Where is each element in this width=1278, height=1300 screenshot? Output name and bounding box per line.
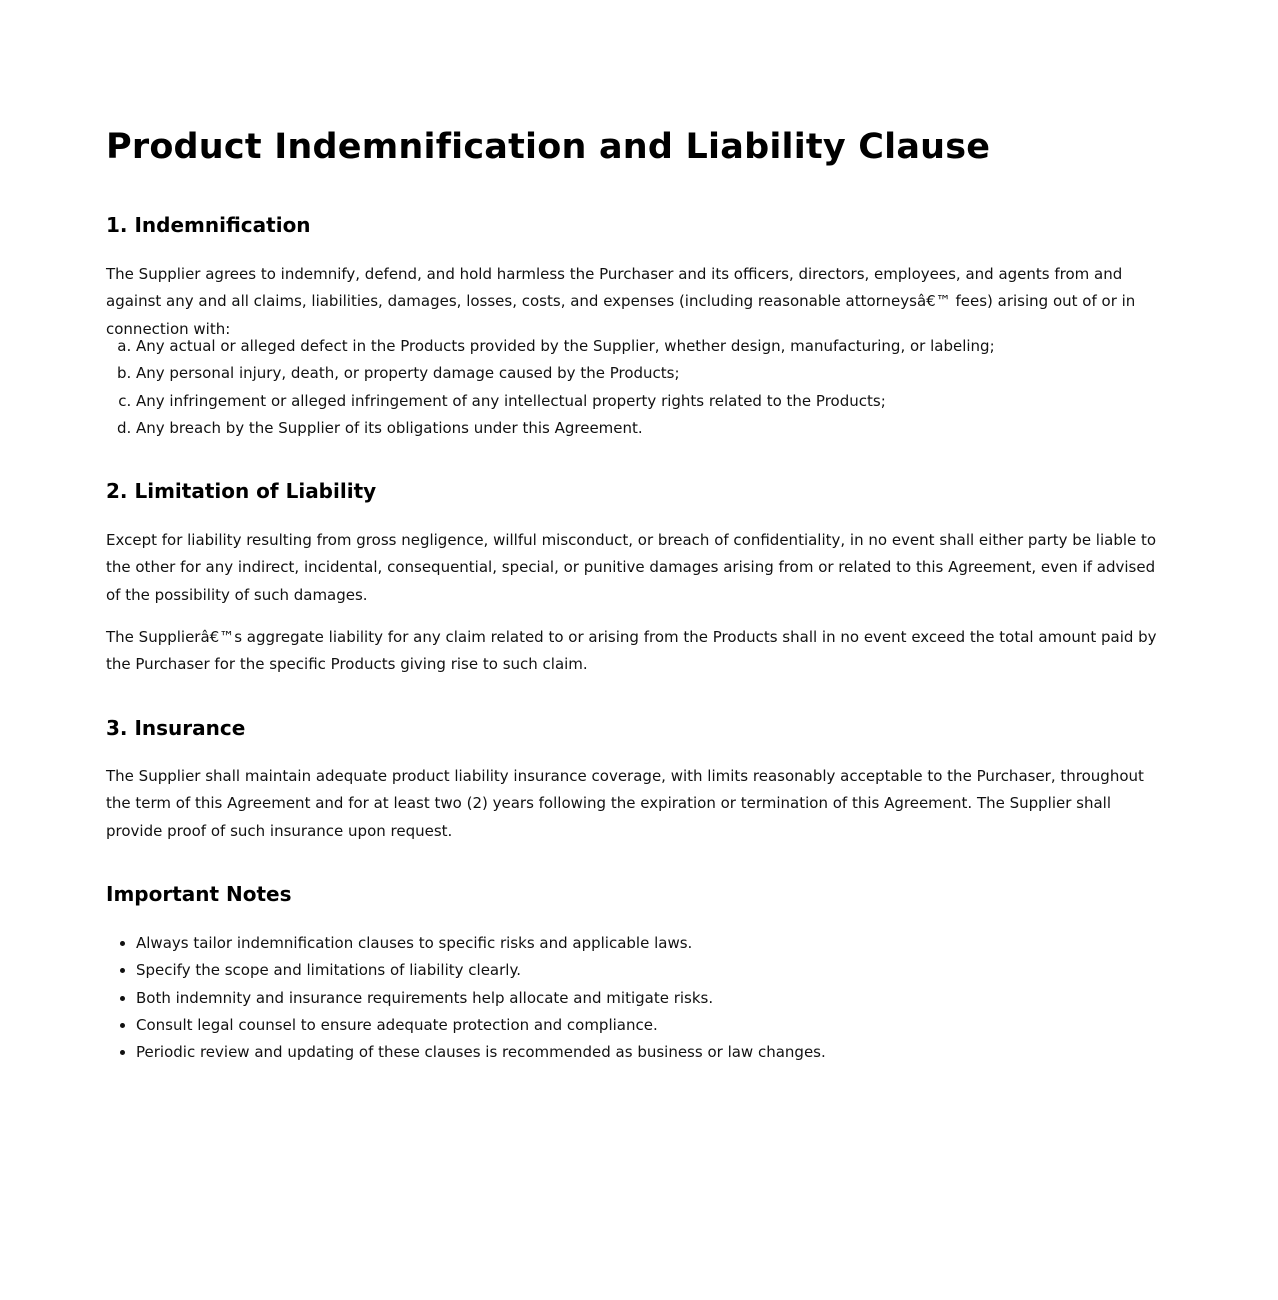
notes-heading: Important Notes xyxy=(106,882,292,906)
notes-list xyxy=(106,930,1170,1066)
list-item: • Periodic review and updating of these clauses is recommended as business or law changes. xyxy=(136,1039,1170,1066)
list-item: • Specify the scope and limitations of liability clearly. xyxy=(136,957,1170,984)
liability-paragraph-2: The Supplierâ€™s aggregate liability for any claim related to or arising from the Products shall in no event exceed the total amount paid by the Purchaser for the specific Products giving rise to such claim. xyxy=(106,628,1157,674)
indemnification-intro: The Supplier agrees to indemnify, defend, and hold harmless the Purchaser and its officers, directors, employees, and agents from and against any and all claims, liabilities, damages, losses, costs, and expenses (including reasonable attorneysâ€™ fees) arising out of or in connection with: xyxy=(106,265,1136,338)
list-item: c. Any infringement or alleged infringement of any intellectual property rights related to the Products; xyxy=(136,388,1170,415)
section-heading-limitation-of-liability: 2. Limitation of Liability xyxy=(106,479,377,503)
list-item: a. Any actual or alleged defect in the Products provided by the Supplier, whether design, manufacturing, or labeling; xyxy=(136,333,1170,360)
section-heading-indemnification: 1. Indemnification xyxy=(106,213,311,237)
list-item: • Both indemnity and insurance requirements help allocate and mitigate risks. xyxy=(136,985,1170,1012)
list-item: • Always tailor indemnification clauses to specific risks and applicable laws. xyxy=(136,930,1170,957)
list-item: d. Any breach by the Supplier of its obligations under this Agreement. xyxy=(136,415,1170,442)
list-item: b. Any personal injury, death, or property damage caused by the Products; xyxy=(136,360,1170,387)
section-heading-insurance: 3. Insurance xyxy=(106,716,246,740)
indemnification-list xyxy=(106,333,1170,442)
page-title: Product Indemnification and Liability Clause xyxy=(106,127,991,167)
list-item: • Consult legal counsel to ensure adequate protection and compliance. xyxy=(136,1012,1170,1039)
liability-paragraph-1: Except for liability resulting from gross negligence, willful misconduct, or breach of confidentiality, in no event shall either party be liable to the other for any indirect, incidental, consequential, special, or punitive damages arising from or related to this Agreement, even if advised of the possibility of such damages. xyxy=(106,531,1157,604)
insurance-paragraph: The Supplier shall maintain adequate product liability insurance coverage, with limits reasonably acceptable to the Purchaser, throughout the term of this Agreement and for at least two (2) years following the expiration or termination of this Agreement. The Supplier shall provide proof of such insurance upon request. xyxy=(106,767,1144,840)
